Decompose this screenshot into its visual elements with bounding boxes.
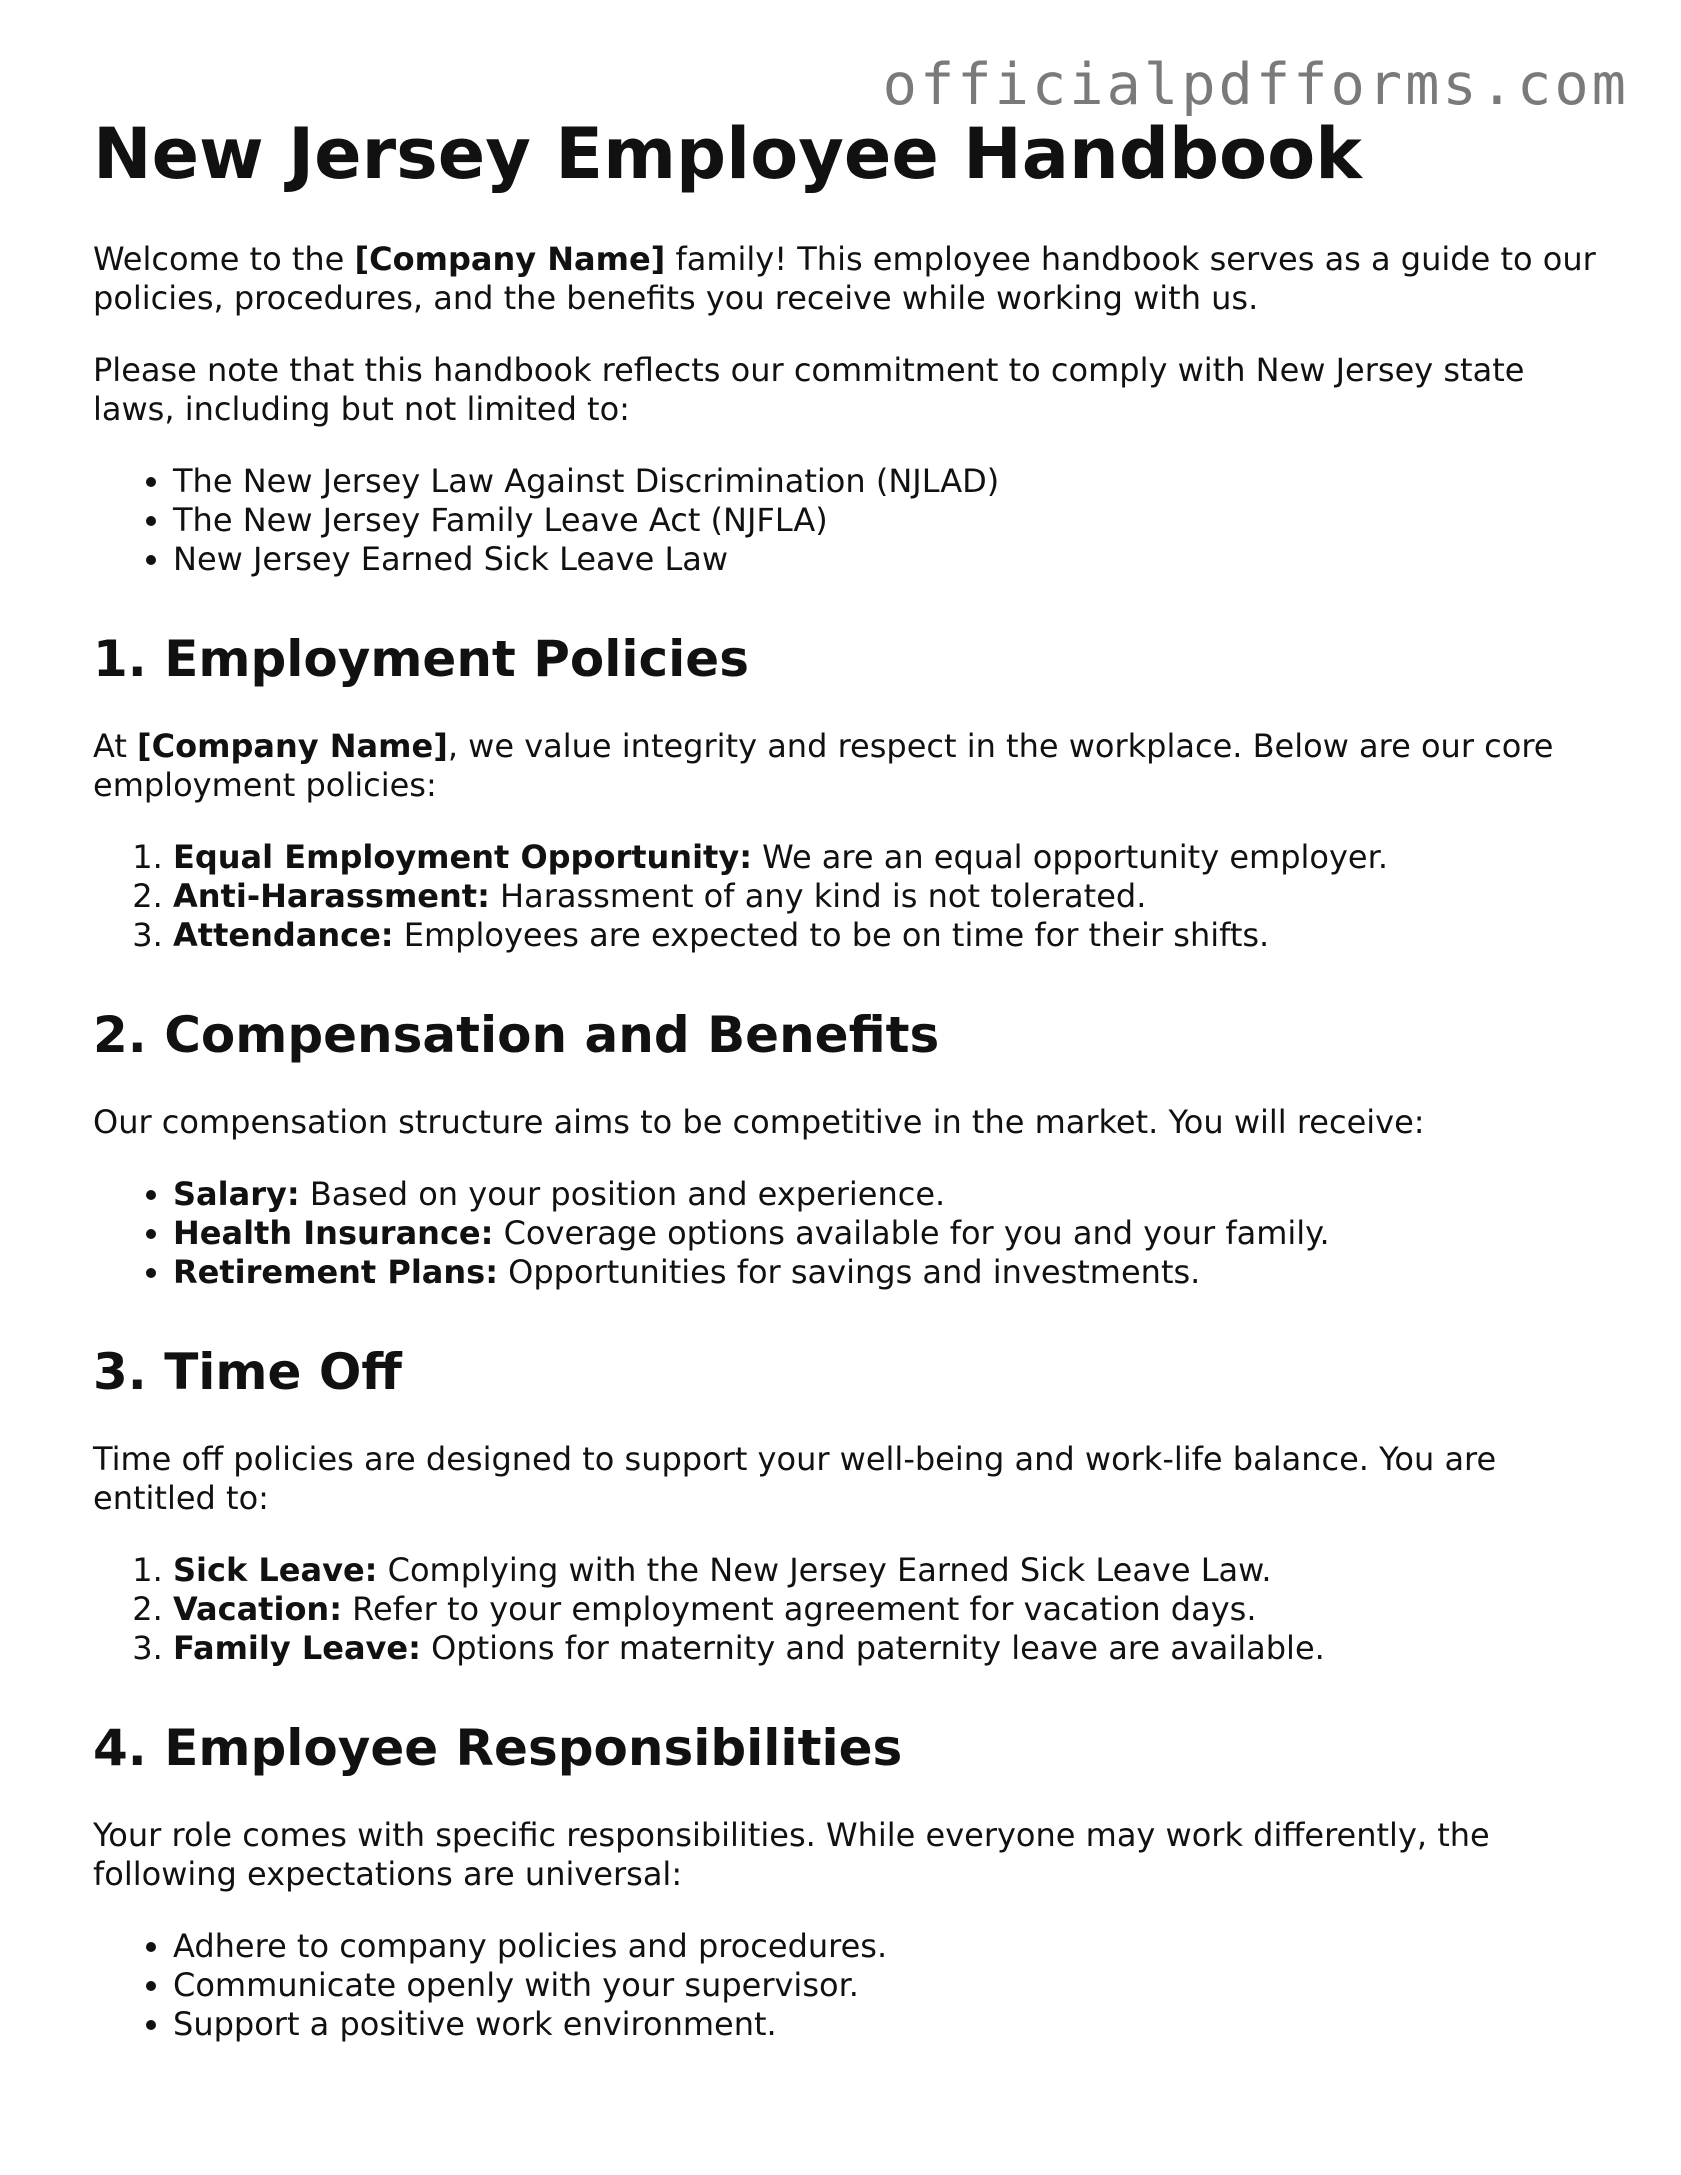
list-item: • Health Insurance: Coverage options available for you and your family.: [173, 1214, 1603, 1253]
laws-list: [93, 462, 1603, 579]
employment-policies-list: [93, 838, 1603, 955]
list-item: 1. Equal Employment Opportunity: We are an equal opportunity employer.: [173, 838, 1603, 877]
list-item: • Adhere to company policies and procedures.: [173, 1927, 1603, 1966]
list-item: • Salary: Based on your position and experience.: [173, 1175, 1603, 1214]
section-heading-employee-responsibilities: 4. Employee Responsibilities: [93, 1719, 903, 1777]
section-paragraph: At [Company Name], we value integrity and respect in the workplace. Below are our core employment policies:: [93, 727, 1554, 804]
list-item: • Communicate openly with your supervisor.: [173, 1966, 1603, 2005]
document-title: New Jersey Employee Handbook: [93, 113, 1362, 195]
section-heading-compensation-benefits: 2. Compensation and Benefits: [93, 1006, 940, 1064]
company-name-placeholder: [Company Name]: [137, 727, 448, 765]
laws-paragraph: Please note that this handbook reflects our commitment to comply with New Jersey state laws, including but not limited to:: [93, 351, 1525, 428]
time-off-list: [93, 1551, 1603, 1668]
section-paragraph: Your role comes with specific responsibilities. While everyone may work differently, the following expectations are universal:: [93, 1816, 1490, 1893]
section-heading-time-off: 3. Time Off: [93, 1343, 402, 1401]
responsibilities-list: [93, 1927, 1603, 2044]
list-item: 2. Vacation: Refer to your employment agreement for vacation days.: [173, 1590, 1603, 1629]
list-item: 2. Anti-Harassment: Harassment of any kind is not tolerated.: [173, 877, 1603, 916]
compensation-list: [93, 1175, 1603, 1292]
list-item: 3. Family Leave: Options for maternity and paternity leave are available.: [173, 1629, 1603, 1668]
list-item: • New Jersey Earned Sick Leave Law: [173, 540, 1603, 579]
section-heading-employment-policies: 1. Employment Policies: [93, 630, 749, 688]
list-item: • Support a positive work environment.: [173, 2005, 1603, 2044]
list-item: • The New Jersey Family Leave Act (NJFLA): [173, 501, 1603, 540]
section-paragraph: Our compensation structure aims to be competitive in the market. You will receive:: [93, 1103, 1425, 1141]
intro-paragraph: Welcome to the [Company Name] family! This employee handbook serves as a guide to our policies, procedures, and the benefits you receive while working with us.: [93, 240, 1596, 317]
list-item: 3. Attendance: Employees are expected to be on time for their shifts.: [173, 916, 1603, 955]
list-item: 1. Sick Leave: Complying with the New Jersey Earned Sick Leave Law.: [173, 1551, 1603, 1590]
list-item: • The New Jersey Law Against Discrimination (NJLAD): [173, 462, 1603, 501]
watermark: officialpdfforms.com: [882, 52, 1629, 118]
list-item: • Retirement Plans: Opportunities for savings and investments.: [173, 1253, 1603, 1292]
section-paragraph: Time off policies are designed to support your well-being and work-life balance. You are entitled to:: [93, 1440, 1497, 1517]
document-content: [93, 112, 1603, 2094]
company-name-placeholder: [Company Name]: [354, 240, 666, 278]
